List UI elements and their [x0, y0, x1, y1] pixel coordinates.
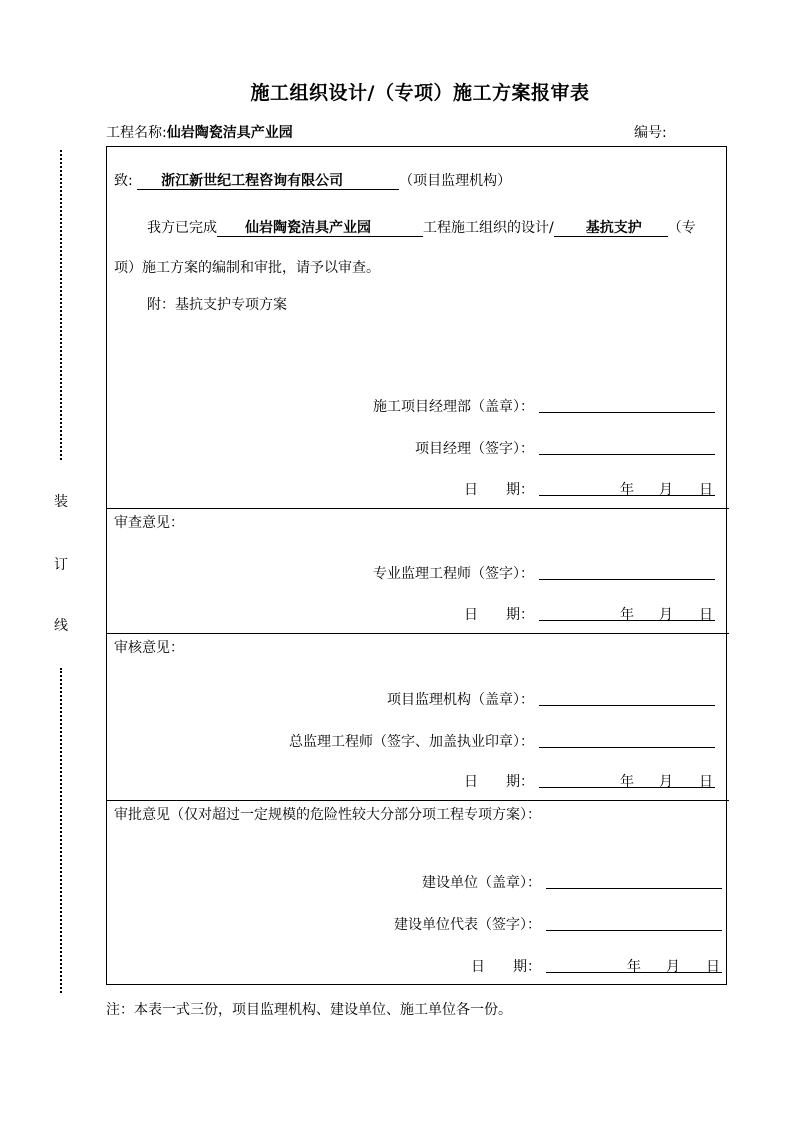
- binding-dotted-line-top: [60, 150, 62, 460]
- statement-suffix: （专: [667, 220, 696, 236]
- statement-prefix: 我方已完成: [147, 220, 217, 236]
- section-divider-3: [106, 800, 729, 801]
- section-divider-1: [106, 508, 729, 509]
- project-name-value: 仙岩陶瓷洁具产业园: [166, 125, 293, 141]
- specialist-engineer-sign-line: [539, 579, 715, 580]
- project-manager-sign-line: [539, 454, 715, 455]
- addressee-row: [114, 170, 511, 190]
- to-label: 致:: [114, 173, 133, 189]
- date-month-4: 月: [666, 959, 680, 975]
- date-day-1: 日: [699, 482, 713, 498]
- supervisor-company: 浙江新世纪工程咨询有限公司: [137, 173, 399, 190]
- date-day-3: 日: [699, 774, 713, 790]
- date-year-1: 年: [620, 482, 634, 498]
- approval-opinion-heading: 审批意见（仅对超过一定规模的危险性较大分部分项工程专项方案）：: [114, 807, 541, 823]
- contractor-seal-line: [539, 412, 715, 413]
- owner-rep-sign-label: 建设单位代表（签字）：: [394, 917, 541, 933]
- project-manager-sign-label: 项目经理（签字）：: [415, 441, 534, 457]
- binding-dotted-line-bottom: [60, 668, 62, 993]
- supervision-seal-label: 项目监理机构（盖章）：: [387, 692, 534, 708]
- footnote: 注：本表一式三份，项目监理机构、建设单位、施工单位各一份。: [106, 1002, 512, 1018]
- form-number-label: 编号:: [634, 125, 667, 141]
- owner-seal-label: 建设单位（盖章）：: [422, 875, 541, 891]
- contractor-seal-label: 施工项目经理部（盖章）：: [373, 399, 534, 415]
- date-label-3: 日 期：: [464, 774, 534, 790]
- statement-plan-name: 基抗支护: [554, 220, 668, 237]
- audit-opinion-heading: 审核意见：: [114, 640, 184, 656]
- binding-char-zhuang: 装: [54, 494, 68, 510]
- statement-project-name: 仙岩陶瓷洁具产业园: [217, 220, 423, 237]
- statement-mid: 工程施工组织的设计/: [423, 220, 554, 236]
- date-year-4: 年: [627, 959, 641, 975]
- statement-line-1: [147, 217, 696, 237]
- owner-rep-sign-line: [546, 930, 722, 931]
- date-label-4: 日 期：: [471, 959, 541, 975]
- date-year-3: 年: [620, 774, 634, 790]
- date-label-2: 日 期：: [464, 607, 534, 623]
- binding-char-xian: 线: [54, 618, 68, 634]
- date-month-2: 月: [659, 607, 673, 623]
- owner-seal-line: [546, 888, 722, 889]
- attachment-line: 附：基抗支护专项方案: [147, 297, 287, 313]
- chief-engineer-sign-label: 总监理工程师（签字、加盖执业印章）：: [289, 734, 534, 750]
- to-suffix: （项目监理机构）: [399, 173, 512, 189]
- date-day-4: 日: [706, 959, 720, 975]
- chief-engineer-sign-line: [539, 747, 715, 748]
- binding-char-ding: 订: [54, 557, 68, 573]
- statement-line-2: 项）施工方案的编制和审批，请予以审查。: [114, 260, 380, 276]
- project-name-row: [106, 122, 293, 142]
- date-year-2: 年: [620, 607, 634, 623]
- review-opinion-heading: 审查意见：: [114, 515, 184, 531]
- date-month-3: 月: [659, 774, 673, 790]
- date-label-1: 日 期：: [464, 482, 534, 498]
- supervision-seal-line: [539, 705, 715, 706]
- form-title: 施工组织设计/（专项）施工方案报审表: [250, 82, 590, 104]
- section-divider-2: [106, 633, 729, 634]
- specialist-engineer-sign-label: 专业监理工程师（签字）：: [373, 566, 534, 582]
- project-name-label: 工程名称:: [106, 125, 167, 141]
- date-day-2: 日: [699, 607, 713, 623]
- date-month-1: 月: [659, 482, 673, 498]
